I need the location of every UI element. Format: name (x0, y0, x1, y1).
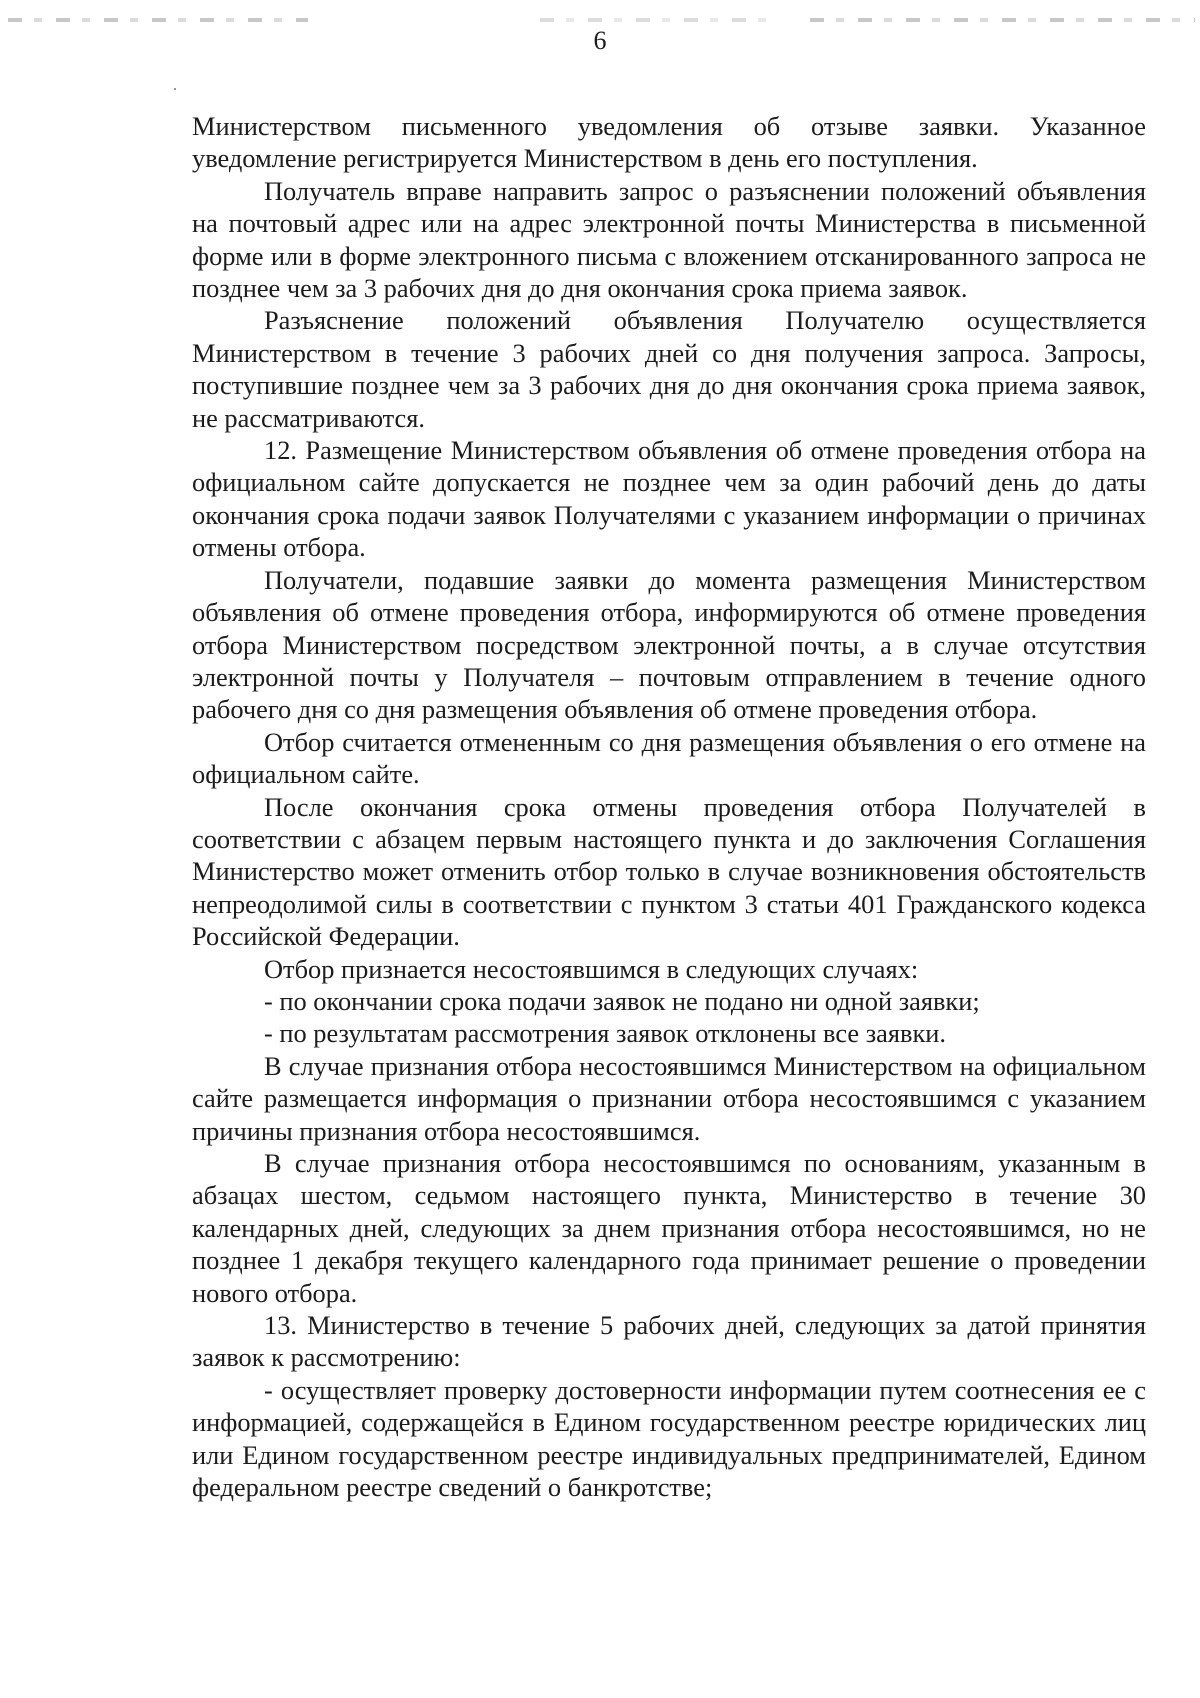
paragraph: Отбор признается несостоявшимся в следующих случаях: (264, 953, 919, 984)
page-number: 6 (593, 26, 607, 55)
list-item: - по окончании срока подачи заявок не подано ни одной заявки; (264, 985, 980, 1016)
paragraph: 13. Министерство в течение 5 рабочих дней, следующих за датой принятия заявок к рассмотрению: (192, 1310, 1146, 1373)
paragraph: В случае признания отбора несостоявшимся по основаниям, указанным в абзацах шестом, седьмом настоящего пункта, Министерство в течение 30 календарных дней, следующих за днем признания отбора несостоявшимся, но не позднее 1 декабря текущего календарного года принимает решение о проведении нового отбора. (192, 1148, 1146, 1308)
list-item: - по результатам рассмотрения заявок отклонены все заявки. (264, 1018, 946, 1049)
paragraph: В случае признания отбора несостоявшимся Министерством на официальном сайте размещается информация о признании отбора несостоявшимся с указанием причины признания отбора несостоявшимся. (192, 1050, 1146, 1146)
paragraph: Министерством письменного уведомления об отзыве заявки. Указанное уведомление регистрируется Министерством в день его поступления. (192, 111, 1146, 174)
paragraph: После окончания срока отмены проведения отбора Получателей в соответствии с абзацем первым настоящего пункта и до заключения Соглашения Министерство может отменить отбор только в случае возникновения обстоятельств непреодолимой силы в соответствии с пунктом 3 статьи 401 Гражданского кодекса Российской Федерации. (192, 791, 1146, 952)
paragraph: Получатели, подавшие заявки до момента размещения Министерством объявления об отмене проведения отбора, информируются об отмене проведения отбора Министерством посредством электронной почты, а в случае отсутствия электронной почты у Получателя – почтовым отправлением в течение одного рабочего дня со дня размещения объявления об отмене проведения отбора. (192, 564, 1146, 725)
paragraph: Получатель вправе направить запрос о разъяснении положений объявления на почтовый адрес или на адрес электронной почты Министерства в письменной форме или в форме электронного письма с вложением отсканированного запроса не позднее чем за 3 рабочих дня до дня окончания срока приема заявок. (192, 175, 1146, 304)
scan-edge-artifact (810, 18, 1195, 22)
list-item: - осуществляет проверку достоверности информации путем соотнесения ее с информацией, содержащейся в Едином государственном реестре юридических лиц или Едином государственном реестре индивидуальных предпринимателей, Едином федеральном реестре сведений о банкротстве; (192, 1374, 1146, 1503)
scan-edge-artifact (8, 18, 308, 22)
scan-edge-artifact (540, 18, 780, 22)
paragraph: Разъяснение положений объявления Получателю осуществляется Министерством в течение 3 рабочих дней со дня получения запроса. Запросы, поступившие позднее чем за 3 рабочих дня до дня окончания срока приема заявок, не рассматриваются. (192, 305, 1146, 433)
paragraph: Отбор считается отмененным со дня размещения объявления о его отмене на официальном сайте. (192, 726, 1146, 790)
paragraph: 12. Размещение Министерством объявления об отмене проведения отбора на официальном сайте допускается не позднее чем за один рабочий день до даты окончания срока подачи заявок Получателями с указанием информации о причинах отмены отбора. (192, 435, 1146, 563)
document-body (192, 110, 1146, 1503)
scan-speck (174, 88, 176, 90)
